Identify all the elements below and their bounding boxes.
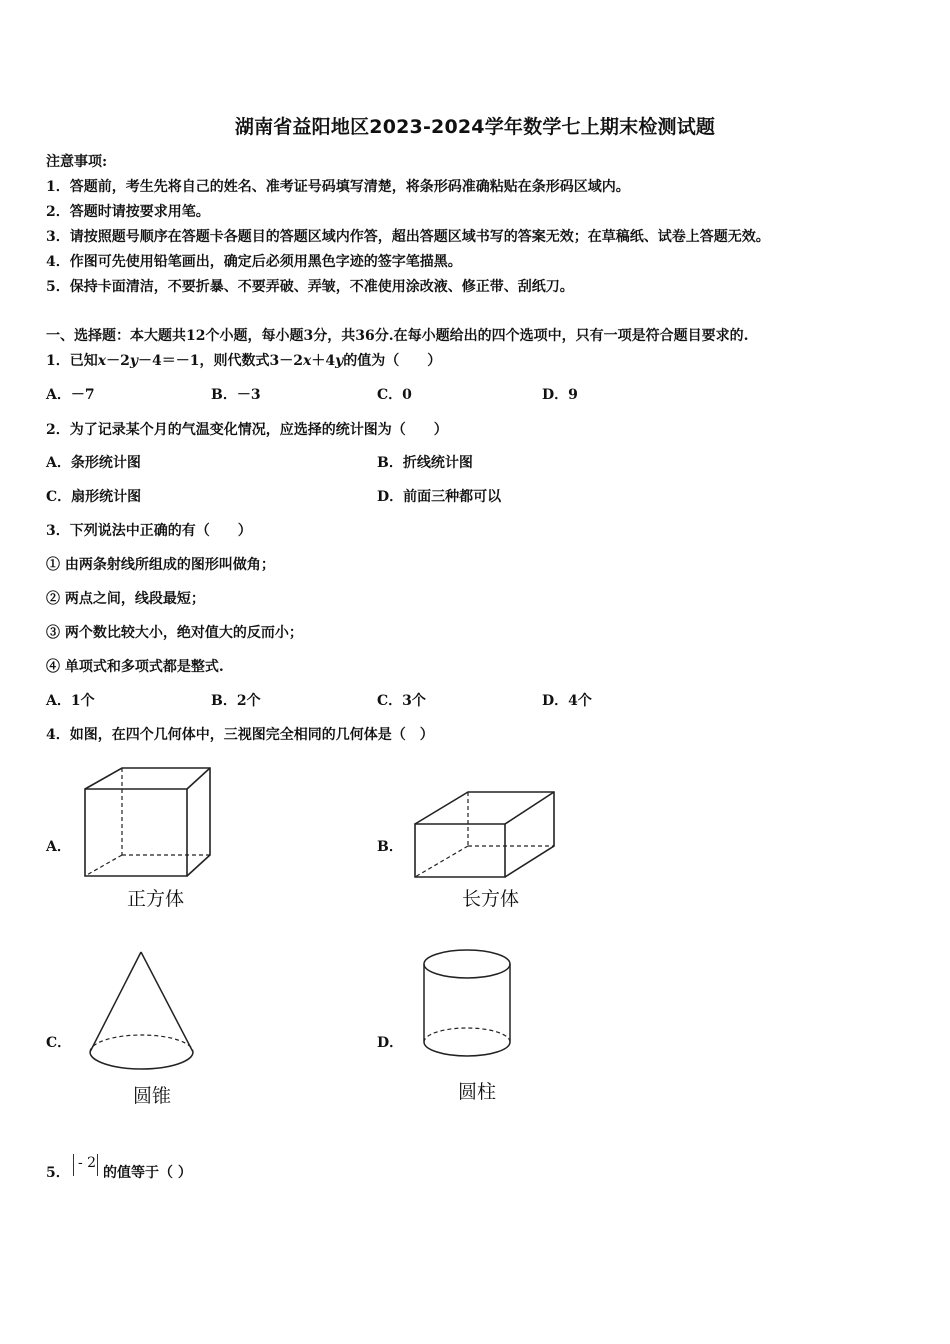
q4-figure-d-caption: 圆柱 [458, 1081, 497, 1103]
q4-figure-d-label: D． [377, 1035, 404, 1051]
q3-option-c: C．3个 [377, 693, 426, 709]
question-5-number: 5． [46, 1165, 70, 1181]
q4-figure-b-caption: 长方体 [462, 888, 520, 910]
q1-option-a: A．－7 [46, 387, 95, 403]
q2-option-a: A．条形统计图 [46, 455, 141, 471]
question-2-stem: 2．为了记录某个月的气温变化情况，应选择的统计图为（ ） [46, 422, 448, 438]
q1-option-c: C．0 [377, 387, 412, 403]
q3-statement-4: ④ 单项式和多项式都是整式. [46, 659, 224, 675]
notice-item-5: 5．保持卡面清洁，不要折暴、不要弄破、弄皱，不准使用涂改液、修正带、刮纸刀。 [46, 279, 574, 295]
q3-option-b: B．2个 [211, 693, 261, 709]
q2-option-d: D．前面三种都可以 [377, 489, 502, 505]
q4-figure-c-caption: 圆锥 [133, 1085, 172, 1107]
q3-option-a: A．1个 [46, 693, 95, 709]
q4-figure-a-caption: 正方体 [127, 888, 185, 910]
q3-statement-1: ① 由两条射线所组成的图形叫做角； [46, 557, 275, 573]
question-5-stem: 的值等于（ ） [103, 1165, 192, 1181]
q3-statement-3: ③ 两个数比较大小，绝对值大的反而小； [46, 625, 303, 641]
absolute-value-content: - 2 [78, 1155, 97, 1171]
notice-item-3: 3．请按照题号顺序在答题卡各题目的答题区域内作答，超出答题区域书写的答案无效；在草稿纸、试卷上答题无效。 [46, 229, 770, 245]
q3-statement-2: ② 两点之间，线段最短； [46, 591, 205, 607]
q1-option-d: D．9 [542, 387, 578, 403]
q1-option-b: B．－3 [211, 387, 261, 403]
page-title: 湖南省益阳地区2023-2024学年数学七上期末检测试题 [234, 116, 716, 138]
cuboid-icon [410, 788, 558, 880]
q2-option-c: C．扇形统计图 [46, 489, 142, 505]
cube-icon [80, 764, 215, 880]
question-4-stem: 4．如图，在四个几何体中，三视图完全相同的几何体是（ ） [46, 727, 434, 743]
notice-heading: 注意事项: [46, 154, 108, 170]
question-1-stem: 1．已知x－2y－4＝－1，则代数式3－2x＋4y的值为（ ） [46, 353, 442, 369]
absolute-value-expression [72, 1152, 100, 1178]
q3-option-d: D．4个 [542, 693, 592, 709]
notice-item-4: 4．作图可先使用铅笔画出，确定后必须用黑色字迹的签字笔描黑。 [46, 254, 462, 270]
cylinder-icon [420, 946, 514, 1070]
q4-figure-c-label: C． [46, 1035, 72, 1051]
notice-item-1: 1．答题前，考生先将自己的姓名、准考证号码填写清楚，将条形码准确粘贴在条形码区域内。 [46, 179, 630, 195]
cone-icon [86, 948, 198, 1074]
q4-figure-b-label: B． [377, 839, 403, 855]
q2-option-b: B．折线统计图 [377, 455, 473, 471]
section-heading: 一、选择题：本大题共12个小题，每小题3分，共36分.在每小题给出的四个选项中，只有一项是符合题目要求的. [46, 328, 749, 344]
q4-figure-a-label: A． [46, 839, 71, 855]
question-3-stem: 3．下列说法中正确的有（ ） [46, 523, 252, 539]
notice-item-2: 2．答题时请按要求用笔。 [46, 204, 210, 220]
